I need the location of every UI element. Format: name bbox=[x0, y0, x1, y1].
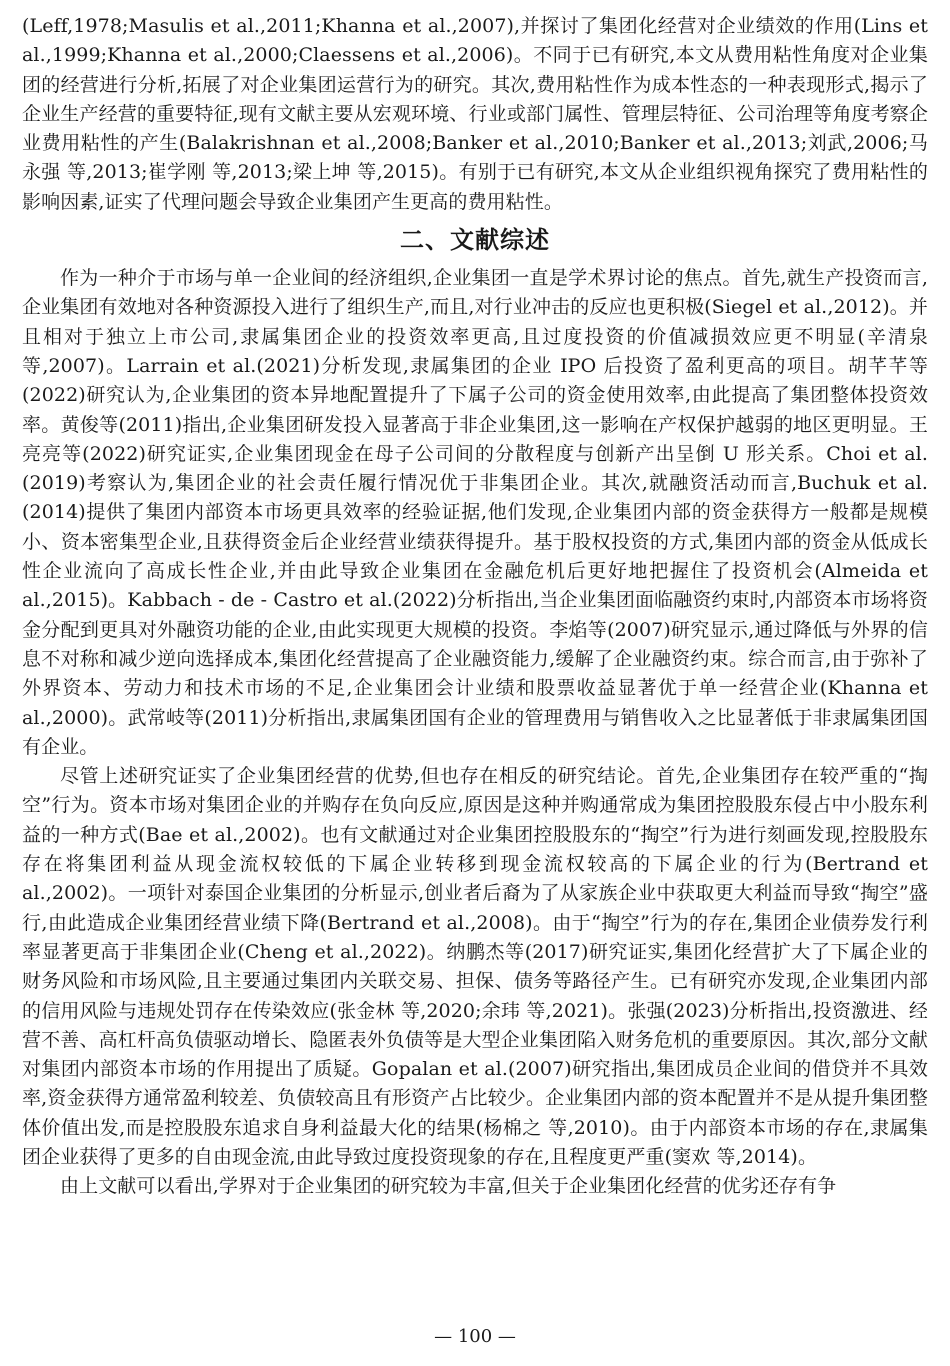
body-paragraph: 由上文献可以看出,学界对于企业集团的研究较为丰富,但关于企业集团化经营的优劣还存有争 bbox=[60, 1175, 837, 1198]
body-paragraph: 作为一种介于市场与单一企业间的经济组织,企业集团一直是学术界讨论的焦点。首先,就生产投资而言,企业集团有效地对各种资源投入进行了组织生产,而且,对行业冲击的反应也更积极(Siegel et al.,2012)。并且相对于独立上市公司,隶属集团企业的投资效率更高,且过度投资的价值减损效应更不明显(辛清泉 等,2007)。Larrain et al.(2021)分析发现,隶属集团的企业 IPO 后投资了盈利更高的项目。胡芊芊等(2022)研究认为,企业集团的资本异地配置提升了下属子公司的资金使用效率,由此提高了集团整体投资效率。黄俊等(2011)指出,企业集团研发投入显著高于非企业集团,这一影响在产权保护越弱的地区更明显。王亮亮等(2022)研究证实,企业集团现金在母子公司间的分散程度与创新产出呈倒 U 形关系。Choi et al.(2019)考察认为,集团企业的社会责任履行情况优于非集团企业。其次,就融资活动而言,Buchuk et al.(2014)提供了集团内部资本市场更具效率的经验证据,他们发现,企业集团内部的资金获得方一般都是规模小、资本密集型企业,且获得资金后企业经营业绩获得提升。基于股权投资的方式,集团内部的资金从低成长性企业流向了高成长性企业,并由此导致企业集团在金融危机后更好地把握住了投资机会(Almeida et al.,2015)。Kabbach - de - Castro et al.(2022)分析指出,当企业集团面临融资约束时,内部资本市场将资金分配到更具对外融资功能的企业,由此实现更大规模的投资。李焰等(2007)研究显示,通过降低与外界的信息不对称和减少逆向选择成本,集团化经营提高了企业融资能力,缓解了企业融资约束。综合而言,由于弥补了外界资本、劳动力和技术市场的不足,企业集团会计业绩和股票收益显著优于单一经营企业(Khanna et al.,2000)。武常岐等(2011)分析指出,隶属集团国有企业的管理费用与销售收入之比显著低于非隶属集团国有企业。 bbox=[22, 267, 928, 758]
intro-paragraph-continued: (Leff,1978;Masulis et al.,2011;Khanna et al.,2007),并探讨了集团化经营对企业绩效的作用(Lins et al.,1999;Khanna et al.,2000;Claessens et al.,2006)。不同于已有研究,本文从费用粘性角度对企业集团的经营进行分析,拓展了对企业集团运营行为的研究。其次,费用粘性作为成本性态的一种表现形式,揭示了企业生产经营的重要特征,现有文献主要从宏观环境、行业或部门属性、管理层特征、公司治理等角度考察企业费用粘性的产生(Balakrishnan et al.,2008;Banker et al.,2010;Banker et al.,2013;刘武,2006;马永强 等,2013;崔学刚 等,2013;梁上坤 等,2015)。有别于已有研究,本文从企业组织视角探究了费用粘性的影响因素,证实了代理问题会导致企业集团产生更高的费用粘性。 bbox=[22, 15, 928, 213]
paper-page bbox=[22, 12, 928, 1202]
body-paragraph: 尽管上述研究证实了企业集团经营的优势,但也存在相反的研究结论。首先,企业集团存在较严重的“掏空”行为。资本市场对集团企业的并购存在负向反应,原因是这种并购通常成为集团控股股东侵占中小股东利益的一种方式(Bae et al.,2002)。也有文献通过对企业集团控股股东的“掏空”行为进行刻画发现,控股股东存在将集团利益从现金流权较低的下属企业转移到现金流权较高的下属企业的行为(Bertrand et al.,2002)。一项针对泰国企业集团的分析显示,创业者后裔为了从家族企业中获取更大利益而导致“掏空”盛行,由此造成企业集团经营业绩下降(Bertrand et al.,2008)。由于“掏空”行为的存在,集团企业债券发行利率显著更高于非集团企业(Cheng et al.,2022)。纳鹏杰等(2017)研究证实,集团化经营扩大了下属企业的财务风险和市场风险,且主要通过集团内关联交易、担保、债务等路径产生。已有研究亦发现,企业集团内部的信用风险与违规处罚存在传染效应(张金林 等,2020;余玮 等,2021)。张强(2023)分析指出,投资激进、经营不善、高杠杆高负债驱动增长、隐匿表外负债等是大型企业集团陷入财务危机的重要原因。其次,部分文献对集团内部资本市场的作用提出了质疑。Gopalan et al.(2007)研究指出,集团成员企业间的借贷并不具效率,资金获得方通常盈利较差、负债较高且有形资产占比较少。企业集团内部的资本配置并不是从提升集团整体价值出发,而是控股股东追求自身利益最大化的结果(杨棉之 等,2010)。由于内部资本市场的存在,隶属集团企业获得了更多的自由现金流,由此导致过度投资现象的存在,且程度更严重(窦欢 等,2014)。 bbox=[22, 765, 928, 1168]
page-number: — 100 — bbox=[434, 1326, 516, 1347]
section-heading-literature-review: 二、文献综述 bbox=[400, 225, 550, 255]
